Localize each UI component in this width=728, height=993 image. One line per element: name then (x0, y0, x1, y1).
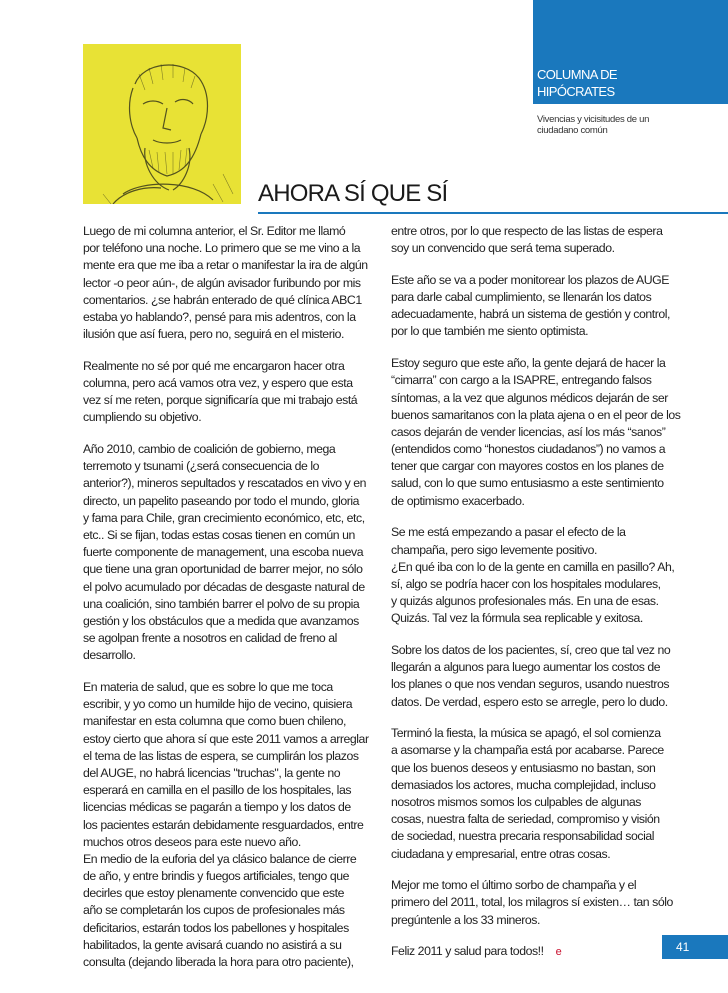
text-line: del AUGE, no habrá licencias "truchas", la gente no (83, 765, 341, 780)
article-headline: AHORA SÍ QUE SÍ (258, 180, 448, 207)
paragraph-gap (83, 665, 358, 680)
text-line: Feliz 2011 y salud para todos!! e (391, 943, 676, 960)
text-line: de sociedad, nuestra precaria responsabilidad social (391, 829, 655, 844)
text-line: cosas, nuestra falta de seriedad, compromiso y visión (391, 812, 660, 827)
text-line: mente era que me iba a retar o manifestar la ira de algún (83, 258, 368, 273)
text-line: cumpliendo su objetivo. (83, 410, 202, 425)
text-line: gestión y los obstáculos que a medida que avanzamos (83, 613, 359, 628)
text-line: Se me está empezando a pasar el efecto de la (391, 525, 626, 540)
text-line: para darle cabal cumplimiento, se llenarán los datos (391, 290, 652, 305)
text-line: nosotros mismos somos los culpables de algunas (391, 794, 641, 809)
portrait-illustration (83, 44, 241, 204)
text-line: consulta (dejando liberada la hora para otro paciente), (83, 955, 354, 969)
text-line: manifestar en esta columna que como buen chileno, (83, 714, 347, 729)
text-line: escribir, y yo como un humilde hijo de vecino, quisiera (83, 697, 353, 712)
text-line: habilitados, la gente avisará cuando no asistirá a su (83, 937, 342, 952)
text-line: En medio de la euforia del ya clásico balance de cierre (83, 851, 357, 866)
text-line: En materia de salud, que es sobre lo que me toca (83, 680, 333, 694)
text-line: por lo que también me siento optimista. (391, 324, 589, 339)
column-subtitle-line: ciudadano común (537, 125, 608, 136)
text-line: Año 2010, cambio de coalición de gobierno, mega (83, 442, 336, 457)
text-line: fuerte componente de management, una escoba nueva (83, 545, 364, 560)
text-line: el polvo acumulado por décadas de desgaste natural de (83, 579, 365, 594)
text-line: anterior?), mineros sepultados y rescatados en vivo y en (83, 476, 367, 491)
right-column (391, 223, 681, 960)
text-line: a asomarse y la champaña está por acabarse. Parece (391, 743, 664, 758)
paragraph-gap (391, 863, 676, 878)
text-line: terremoto y tsunami (¿será consecuencia de lo (83, 459, 320, 474)
text-line: pregúntenle a los 33 mineros. (391, 912, 540, 927)
text-line: estoy cierto que ahora sí que este 2011 vamos a arreglar (83, 731, 369, 746)
text-line: demasiados los actores, mucha complejidad, incluso (391, 777, 656, 792)
text-line: y quizás algunos profesionales más. En una de esas. (391, 594, 659, 609)
text-line: champaña, pero sigo levemente positivo. (391, 542, 597, 557)
page-number: 41 (662, 935, 728, 959)
text-line: buenos samaritanos con la plata ajena o en el peor de los (391, 407, 681, 422)
text-line: vez sí me reten, porque significaría que mi trabajo está (83, 393, 358, 408)
text-line: lector -o peor aún-, de algún avisador furibundo por mis (83, 275, 361, 290)
text-line: el tema de las listas de espera, se cumplirán los plazos (83, 748, 359, 763)
column-subtitle-line: Vivencias y vicisitudes de un (537, 114, 650, 125)
paragraph-gap (391, 341, 676, 356)
text-line: primero del 2011, total, los milagros sí existen… tan sólo (391, 895, 673, 910)
text-line: decirles que estoy plenamente convencido que este (83, 886, 344, 901)
paragraph-gap (83, 427, 358, 442)
text-line: muchos otros deseos para este nuevo año. (83, 834, 301, 849)
text-line: los planes o que nos vendan seguros, usando nuestros (391, 677, 670, 692)
paragraph-gap (391, 711, 676, 726)
text-line: Mejor me tomo el último sorbo de champaña y el (391, 878, 637, 893)
text-line: llegarán a algunos para luego aumentar los costos de (391, 660, 661, 675)
text-line: tener que cargar con mayores costos en los planes de (391, 459, 664, 474)
text-line: directo, un papelito paseando por todo el mundo, gloria (83, 493, 360, 508)
text-line: deficitarios, estarán todos los pabellones y hospitales (83, 920, 349, 935)
hippocrates-portrait (83, 44, 241, 204)
text-line: licencias médicas se pagarán a tiempo y los datos de (83, 800, 351, 815)
text-line: ilusión que así fuera, pero no, seguirá en el misterio. (83, 327, 344, 342)
text-line: los pacientes estarán debidamente resguardados, entre (83, 817, 364, 832)
text-line: ciudadana y empresarial, entre otras cosas. (391, 846, 611, 861)
column-title-line: HIPÓCRATES (537, 84, 615, 99)
text-line: Sobre los datos de los pacientes, sí, creo que tal vez no (391, 642, 671, 657)
text-line: y fama para Chile, gran crecimiento económico, etc, etc, (83, 510, 365, 525)
text-line: Realmente no sé por qué me encargaron hacer otra (83, 358, 345, 373)
text-line: estaba yo hablando?, pensé para mis adentros, con la (83, 309, 356, 324)
text-line: año se completarán los cupos de profesionales más (83, 903, 345, 918)
paragraph-gap (391, 627, 676, 642)
text-line: Terminó la fiesta, la música se apagó, el sol comienza (391, 726, 661, 741)
text-line: desarrollo. (83, 648, 136, 663)
text-line: Quizás. Tal vez la fórmula sea replicable y exitosa. (391, 611, 643, 626)
text-line: esperará en camilla en el pasillo de los hospitales, las (83, 783, 352, 798)
text-line: que tiene una gran oportunidad de barrer mejor, no sólo (83, 562, 363, 577)
text-line: que los buenos deseos y entusiasmo no bastan, son (391, 760, 656, 775)
text-line: salud, con lo que sumo entusiasmo a este sentimiento (391, 476, 664, 491)
text-line: Estoy seguro que este año, la gente dejará de hacer la (391, 356, 666, 371)
text-line: por teléfono una noche. Lo primero que se me vino a la (83, 241, 361, 256)
text-line: de optimismo exacerbado. (391, 493, 525, 508)
headline-rule (258, 212, 728, 214)
column-subtitle (537, 114, 662, 136)
paragraph-gap (83, 343, 358, 358)
text-line: adecuadamente, habrá un sistema de gestión y control, (391, 307, 670, 322)
text-line: datos. De verdad, espero esto se arregle, pero lo dudo. (391, 694, 668, 709)
column-title (537, 66, 722, 100)
text-line: sí, algo se podría hacer con los hospitales modulares, (391, 576, 661, 591)
text-line: ¿En qué iba con lo de la gente en camilla en pasillo? Ah, (391, 559, 675, 574)
text-line: síntomas, a la vez que algunos médicos dejarán de ser (391, 390, 668, 405)
text-line: casos dejarán de vender licencias, así los más “sanos” (391, 424, 666, 439)
text-line: “cimarra” con cargo a la ISAPRE, entregando falsos (391, 373, 652, 388)
paragraph-gap (391, 929, 676, 944)
paragraph-gap (391, 257, 676, 272)
text-line: se agolpan frente a nosotros en calidad de freno al (83, 631, 337, 646)
end-mark-icon: e (555, 946, 562, 959)
text-line: Este año se va a poder monitorear los plazos de AUGE (391, 272, 670, 287)
text-line: (entendidos como “honestos ciudadanos”) no vamos a (391, 442, 666, 457)
text-line: entre otros, por lo que respecto de las listas de espera (391, 224, 663, 238)
column-title-line: COLUMNA DE (537, 67, 617, 82)
text-line: columna, pero acá vamos otra vez, y espero que esta (83, 376, 353, 390)
paragraph-gap (391, 510, 676, 525)
header-rule (533, 102, 728, 104)
text-line: de año, y entre brindis y fuegos artificiales, tengo que (83, 869, 350, 884)
text-line: soy un convencido que será tema superado. (391, 241, 615, 256)
text-line: Luego de mi columna anterior, el Sr. Editor me llamó (83, 224, 346, 238)
left-column (83, 223, 369, 971)
text-line: comentarios. ¿se habrán enterado de qué clínica ABC1 (83, 292, 362, 307)
text-line: una coalición, sino también barrer el polvo de su propia (83, 596, 360, 611)
text-line: etc.. Si se fijan, todas estas cosas tienen en común un (83, 528, 355, 542)
